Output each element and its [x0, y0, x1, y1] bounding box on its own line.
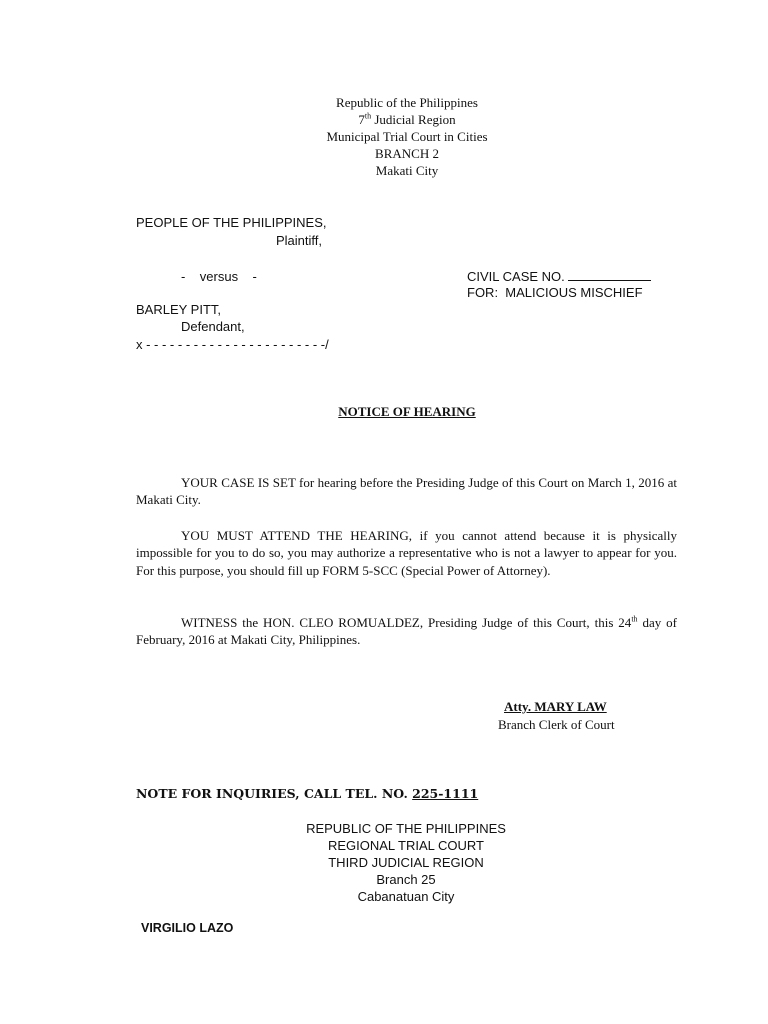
second-header-republic: REPUBLIC OF THE PHILIPPINES: [306, 821, 506, 836]
caption-separator: x - - - - - - - - - - - - - - - - - - - - - - -/: [136, 337, 329, 352]
court-header: [0, 94, 768, 179]
second-party-name: VIRGILIO LAZO: [141, 921, 234, 935]
inquiry-phone-number: 225-1111: [412, 786, 479, 801]
versus-label: - versus -: [181, 269, 257, 284]
case-number: [467, 268, 651, 285]
plaintiff-role: Plaintiff,: [276, 233, 323, 248]
document-title: NOTICE OF HEARING: [338, 404, 476, 419]
header-city: Makati City: [375, 163, 439, 178]
header-branch: BRANCH 2: [375, 146, 439, 161]
second-header-court: REGIONAL TRIAL COURT: [327, 838, 485, 853]
plaintiff-name: PEOPLE OF THE PHILIPPINES,: [136, 215, 327, 230]
signatory-title: Branch Clerk of Court: [498, 717, 615, 732]
second-header-region: THIRD JUDICIAL REGION: [328, 855, 484, 870]
defendant-role: Defendant,: [181, 319, 245, 334]
signatory-name: Atty. MARY LAW: [504, 699, 607, 714]
header-court-name: Municipal Trial Court in Cities: [326, 129, 488, 144]
paragraph-attendance: YOU MUST ATTEND THE HEARING, if you cannot attend because it is physically impossible for you to do so, you may authorize a representative who is not a lawyer to appear for you. For this purpose, you should fill up FORM 5-SCC (Special Power of Attorney).: [136, 528, 677, 578]
defendant-name: BARLEY PITT,: [136, 302, 222, 317]
paragraph-witness: WITNESS the HON. CLEO ROMUALDEZ, Presiding Judge of this Court, this 24th day of February, 2016 at Makati City, Philippines.: [136, 614, 677, 648]
second-header-branch: Branch 25: [376, 872, 436, 887]
inquiry-note: NOTE FOR INQUIRIES, CALL TEL. NO. 225-1111: [136, 786, 479, 801]
case-number-blank: [568, 270, 651, 281]
header-republic: Republic of the Philippines: [336, 95, 478, 110]
case-for: FOR: MALICIOUS MISCHIEF: [467, 285, 643, 300]
case-number-label: CIVIL CASE NO.: [467, 269, 569, 284]
second-header-city: Cabanatuan City: [357, 889, 455, 904]
paragraph-hearing-date: YOUR CASE IS SET for hearing before the Presiding Judge of this Court on March 1, 2016 at Makati City.: [136, 475, 677, 508]
header-judicial-region: 7th Judicial Region: [358, 111, 456, 127]
second-court-header: [0, 820, 768, 905]
